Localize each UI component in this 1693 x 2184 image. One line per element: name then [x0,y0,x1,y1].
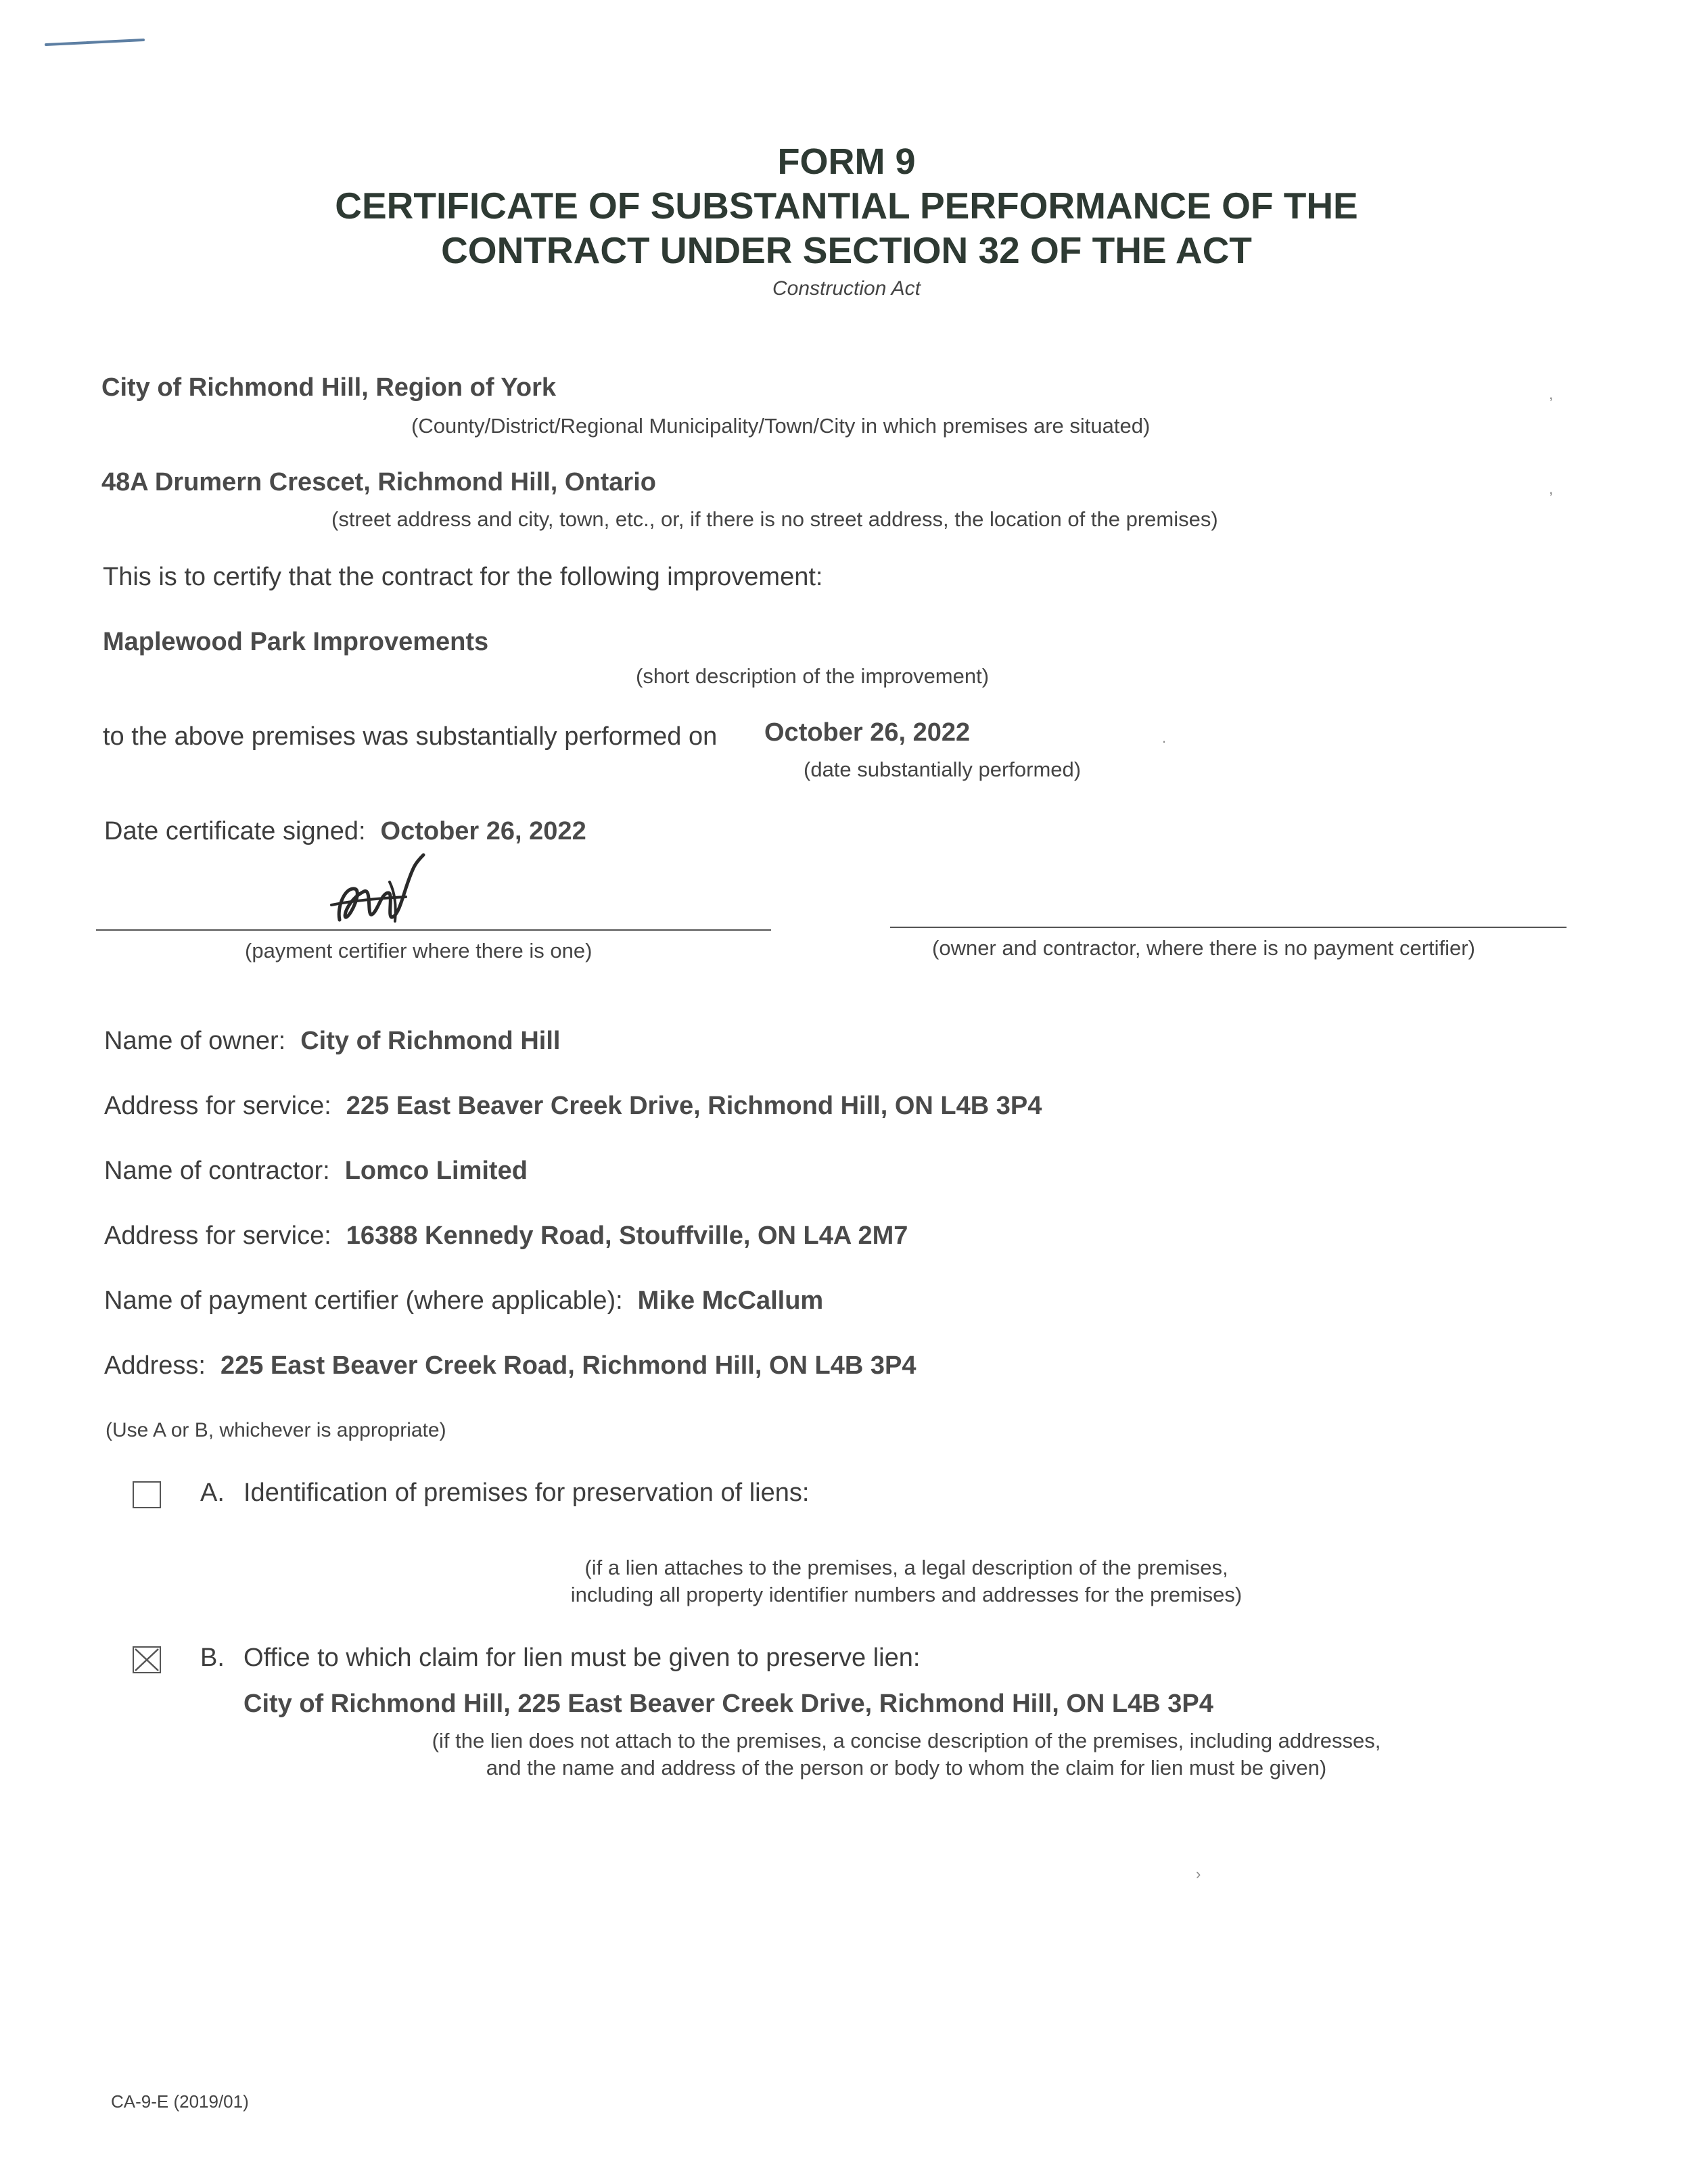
municipality-caption: (County/District/Regional Municipality/Town/City in which premises are situated) [411,414,1151,438]
owner-contractor-signature-line [890,927,1567,928]
option-a-letter: A. [200,1479,225,1507]
checkmark-x-icon [134,1648,160,1672]
certify-statement: This is to certify that the contract for the following improvement: [103,563,823,591]
contractor-value: Lomco Limited [344,1157,528,1185]
form-title-line-2: CONTRACT UNDER SECTION 32 OF THE ACT [441,229,1252,271]
pen-mark [45,38,146,47]
date-signed-label: Date certificate signed: [104,817,366,845]
option-a-caption-line-2: including all property identifier numbers and addresses for the premises) [570,1583,1243,1606]
option-b-label: Office to which claim for lien must be given to preserve lien: [243,1644,921,1672]
certifier-label: Name of payment certifier (where applicable): [104,1286,623,1315]
date-signed-row [104,817,586,846]
form-number: FORM 9 [777,141,916,182]
option-b-checkbox[interactable] [133,1646,161,1673]
owner-label: Name of owner: [104,1027,286,1055]
contractor-address-value: 16388 Kennedy Road, Stouffville, ON L4A 2M7 [346,1222,908,1250]
option-a-label: Identification of premises for preservation of liens: [243,1479,810,1507]
form-title-line-1: CERTIFICATE OF SUBSTANTIAL PERFORMANCE OF THE [335,185,1358,227]
performed-label: to the above premises was substantially performed on [103,722,718,751]
owner-address-row [104,1092,1042,1121]
owner-contractor-caption: (owner and contractor, where there is no payment certifier) [932,936,1475,960]
owner-address-label: Address for service: [104,1092,331,1120]
contractor-row [104,1157,528,1186]
payment-certifier-caption: (payment certifier where there is one) [245,939,593,962]
form-subtitle: Construction Act [772,277,921,300]
handwritten-signature [325,852,446,933]
municipality-value: City of Richmond Hill, Region of York [101,373,557,402]
improvement-caption: (short description of the improvement) [636,664,990,688]
options-instruction: (Use A or B, whichever is appropriate) [106,1419,446,1441]
certifier-row [104,1286,823,1316]
option-a-caption-line-1: (if a lien attaches to the premises, a legal description of the premises, [584,1556,1228,1579]
contractor-address-label: Address for service: [104,1222,331,1250]
scan-speck: , [1549,480,1554,497]
payment-certifier-signature-line [96,929,771,931]
contractor-label: Name of contractor: [104,1157,330,1185]
date-signed-value: October 26, 2022 [380,817,586,845]
premises-address-value: 48A Drumern Crescet, Richmond Hill, Ontario [101,468,656,496]
owner-address-value: 225 East Beaver Creek Drive, Richmond Hill, ON L4B 3P4 [346,1092,1042,1120]
option-b-letter: B. [200,1644,225,1672]
certifier-address-row [104,1351,916,1380]
scan-speck: › [1196,1865,1201,1882]
option-a-checkbox[interactable] [133,1481,161,1508]
option-b-caption-line-2: and the name and address of the person or body to whom the claim for lien must be given) [486,1756,1327,1780]
premises-address-caption: (street address and city, town, etc., or, if there is no street address, the location of the premises) [331,507,1218,531]
performed-date: October 26, 2022 [764,718,971,747]
owner-row [104,1027,560,1056]
certifier-address-label: Address: [104,1351,206,1380]
certifier-value: Mike McCallum [637,1286,824,1315]
contractor-address-row [104,1222,908,1251]
owner-value: City of Richmond Hill [300,1027,561,1055]
certifier-address-value: 225 East Beaver Creek Road, Richmond Hill, ON L4B 3P4 [220,1351,917,1380]
option-b-caption-line-1: (if the lien does not attach to the premises, a concise description of the premises, including addresses, [432,1729,1381,1752]
scan-speck: , [1549,386,1554,402]
performed-caption: (date substantially performed) [804,758,1082,781]
scan-speck: . [1162,729,1167,746]
option-b-value: City of Richmond Hill, 225 East Beaver Creek Drive, Richmond Hill, ON L4B 3P4 [243,1690,1213,1718]
improvement-value: Maplewood Park Improvements [103,628,489,656]
form-code: CA-9-E (2019/01) [111,2091,249,2112]
